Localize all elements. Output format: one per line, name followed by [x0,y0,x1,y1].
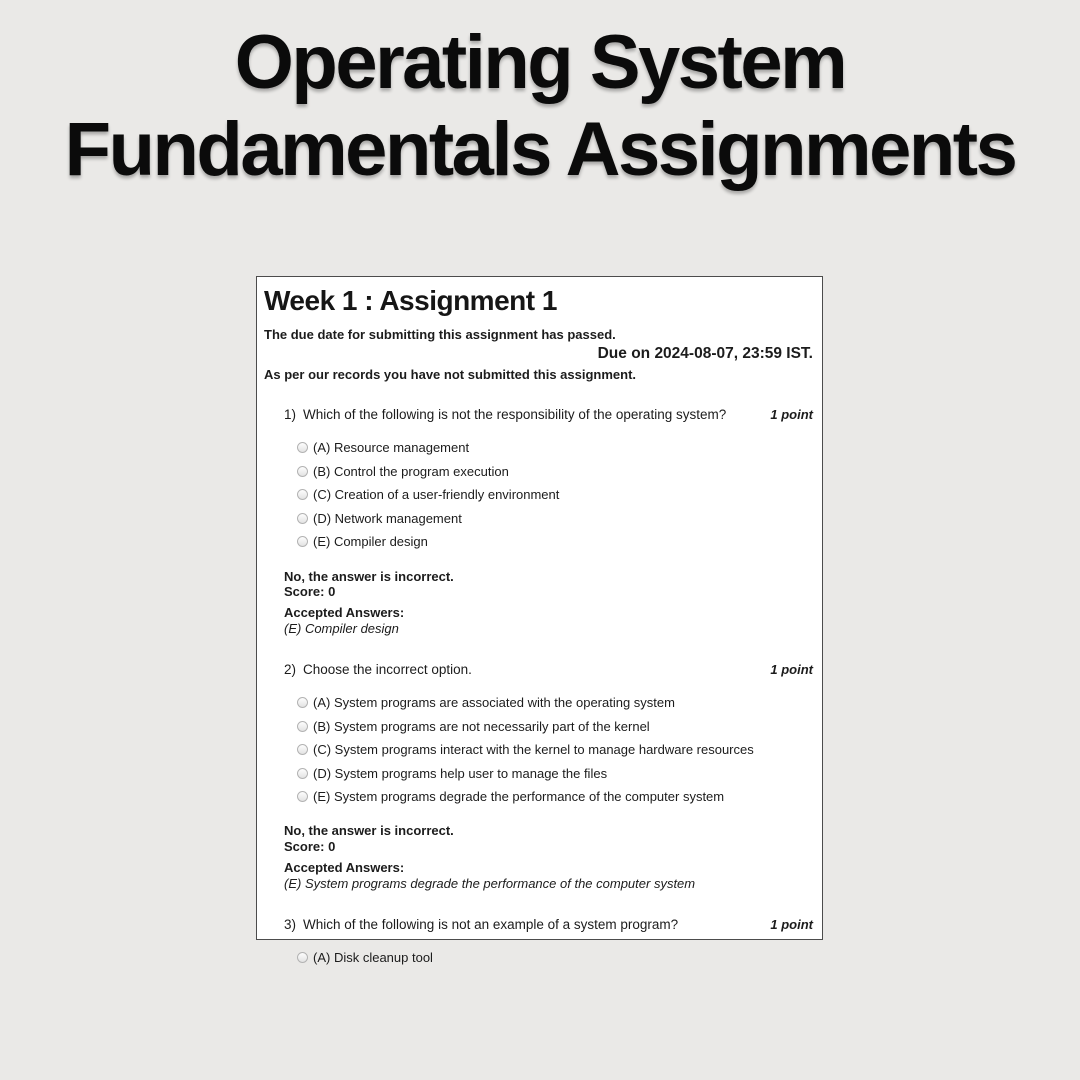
accepted-answers-label: Accepted Answers: [284,859,405,875]
option-label: (B) Control the program execution [313,463,509,479]
due-passed-notice: The due date for submitting this assignment has passed. [264,327,616,342]
question-number: 2) [284,661,297,677]
question-3-header [264,917,813,932]
option-label: (C) Creation of a user-friendly environment [313,487,560,503]
radio-icon[interactable] [297,721,308,732]
question-text: Which of the following is not an example of a system program? [303,916,679,932]
result-score: Score: 0 [284,838,336,854]
question-2-header [264,662,813,677]
question-text: Choose the incorrect option. [303,661,472,677]
answer-option[interactable] [297,785,813,809]
question-number: 3) [284,916,297,932]
question-2-result [284,823,813,891]
radio-icon[interactable] [297,536,308,547]
radio-icon[interactable] [297,442,308,453]
radio-icon[interactable] [297,791,308,802]
question-points: 1 point [770,916,813,932]
question-points: 1 point [770,661,813,677]
assignment-card [256,276,823,965]
answer-option[interactable] [297,483,813,507]
radio-icon[interactable] [297,952,308,963]
radio-icon[interactable] [297,466,308,477]
result-status: No, the answer is incorrect. [284,823,454,839]
question-points: 1 point [770,407,813,422]
radio-icon[interactable] [297,768,308,779]
result-score: Score: 0 [284,583,336,599]
accepted-answers-label: Accepted Answers: [284,605,405,621]
radio-icon[interactable] [297,744,308,755]
option-label: (B) System programs are not necessarily part of the kernel [313,718,650,734]
assignment-title: Week 1 : Assignment 1 [264,285,557,316]
option-label: (A) Disk cleanup tool [313,949,433,965]
question-1 [264,407,813,637]
due-date: Due on 2024-08-07, 23:59 IST. [597,345,813,362]
result-status: No, the answer is incorrect. [284,568,454,584]
option-label: (A) System programs are associated with the operating system [313,695,675,711]
question-1-options [297,436,813,554]
question-number: 1) [284,407,297,422]
radio-icon[interactable] [297,513,308,524]
question-2 [264,662,813,892]
radio-icon[interactable] [297,697,308,708]
question-text: Which of the following is not the responsibility of the operating system? [303,407,727,422]
not-submitted-notice: As per our records you have not submitted this assignment. [264,367,637,382]
answer-option[interactable] [297,738,813,762]
answer-option[interactable] [297,714,813,738]
poster-title [0,0,1080,193]
question-1-header [264,407,813,422]
answer-option[interactable] [297,691,813,715]
accepted-answer: (E) Compiler design [284,621,399,637]
option-label: (C) System programs interact with the kernel to manage hardware resources [313,742,754,758]
accepted-answer: (E) System programs degrade the performance of the computer system [284,876,696,892]
answer-option[interactable] [297,946,813,970]
answer-option[interactable] [297,530,813,554]
answer-option[interactable] [297,507,813,531]
poster-title-line-1: Operating System [234,20,846,105]
option-label: (A) Resource management [313,440,470,456]
option-label: (E) System programs degrade the performance of the computer system [313,789,725,805]
question-3 [264,917,813,970]
answer-option[interactable] [297,761,813,785]
option-label: (E) Compiler design [313,534,428,550]
question-3-options [297,946,813,970]
option-label: (D) System programs help user to manage the files [313,765,608,781]
answer-option[interactable] [297,436,813,460]
option-label: (D) Network management [313,510,462,526]
question-2-options [297,691,813,809]
answer-option[interactable] [297,460,813,484]
radio-icon[interactable] [297,489,308,500]
question-1-result [284,569,813,637]
poster-title-line-2: Fundamentals Assignments [64,106,1016,192]
